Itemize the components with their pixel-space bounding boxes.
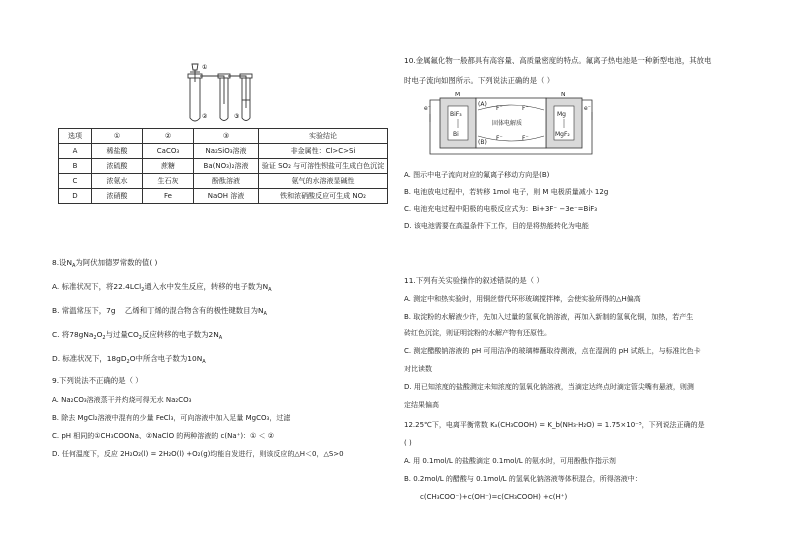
fluoride-label-3: F⁻	[496, 135, 503, 142]
table-cell: 非金属性：Cl>C>Si	[259, 144, 388, 159]
q11-option-d-line1: D. 用已知浓度的盐酸测定未知浓度的氢氧化钠溶液，当滴定达终点时滴定管尖嘴有悬液，则测	[404, 383, 694, 391]
q8-b-mid: 乙烯和丁烯的混合物含有的极性键数目为	[124, 306, 258, 315]
q10-option-c: C. 电池充电过程中阳极的电极反应式为：Bi+3F⁻ −3e⁻=BiF₃	[404, 205, 598, 213]
q8-stem-sub: A	[71, 263, 76, 269]
label-1: ①	[202, 64, 208, 71]
electron-right-label: e⁻	[584, 105, 591, 112]
q8-a-ans-sub: A	[268, 287, 272, 293]
fluoride-label-4: F⁻	[522, 135, 529, 142]
table-row	[59, 189, 388, 204]
q8-d-pre: D. 标准状况下，	[52, 354, 107, 363]
mgf2-label: MgF₂	[555, 131, 570, 138]
table-header: ③	[194, 129, 259, 144]
table-header: ②	[143, 129, 194, 144]
table-row	[59, 144, 388, 159]
q8-c-pre: C. 将	[52, 330, 70, 339]
q8-d-qty-o: O	[129, 354, 136, 363]
table-cell: 验证 SO₂ 与可溶性钡盐可生成白色沉淀	[259, 159, 388, 174]
q8-b-ans: N	[257, 306, 264, 315]
q8-d-ans-sub: A	[202, 359, 206, 365]
q12-option-a: A. 用 0.1mol/L 的盐酸滴定 0.1mol/L 的氨水时，可用酚酞作指示剂	[404, 457, 616, 465]
table-header: 选项	[59, 129, 92, 144]
q8-d-mid: 中所含电子数为	[135, 354, 188, 363]
table-cell: 酚酞溶液	[194, 174, 259, 189]
q12-stem-line1: 12.25℃下，电离平衡常数 Kₐ(CH₃COOH) = K_b(NH₃·H₂O) = 1.75×10⁻⁵，下列说法正确的是	[404, 421, 705, 429]
q8-c-co2: CO	[127, 330, 139, 339]
path-b-label: (B)	[478, 139, 487, 146]
table-cell: 氨气的水溶液显碱性	[259, 174, 388, 189]
q12-stem-line2: ( )	[404, 439, 412, 447]
q12-option-b-equation: c(CH₃COO⁻)+c(OH⁻)=c(CH₃COOH) +c(H⁺)	[420, 493, 568, 501]
q8-c-qty-sub1: 2	[93, 335, 97, 341]
table-header-row	[59, 129, 388, 144]
q10-stem-line2: 时电子流向如图所示。下列说法正确的是（ ）	[404, 76, 555, 85]
experiment-table	[58, 128, 388, 204]
q8-a-mid: 通入水中发生反应，转移的电子数为	[144, 282, 263, 291]
table-header: 实验结论	[259, 129, 388, 144]
q8-a-ans: N	[262, 282, 269, 291]
q10-option-d: D. 该电池需要在高温条件下工作，目的是将热能转化为电能	[404, 222, 589, 230]
table-cell: Fe	[143, 189, 194, 204]
q9-stem: 9.下列说法不正确的是（ ）	[52, 376, 143, 385]
table-cell: A	[59, 144, 92, 159]
q8-a-qty-sub: 2	[141, 287, 145, 293]
q8-c-qty: 78gNa	[69, 330, 94, 339]
electron-left-label: e⁻	[424, 105, 431, 112]
q8-b-pre: B. 常温常压下，7g	[52, 306, 116, 315]
table-cell: 铁和浓硝酸反应可生成 NO₂	[259, 189, 388, 204]
q8-c-co2-sub: 2	[138, 335, 142, 341]
electrode-m-label: M	[455, 92, 461, 98]
q8-stem	[52, 258, 157, 271]
table-row	[59, 174, 388, 189]
table-cell: 蔗糖	[143, 159, 194, 174]
q8-a-qty: 22.4LCl	[113, 282, 142, 291]
table-cell: CaCO₃	[143, 144, 194, 159]
q10-option-b: B. 电池放电过程中，若转移 1mol 电子，则 M 电极质量减小 12g	[404, 188, 609, 196]
apparatus-diagram	[178, 60, 298, 126]
q8-option-b	[52, 306, 267, 319]
q8-c-qty-o: O	[96, 330, 103, 339]
q11-option-d-line2: 定结果偏高	[404, 401, 439, 409]
table-cell: 浓硫酸	[92, 159, 143, 174]
q12-option-b: B. 0.2mol/L 的醋酸与 0.1mol/L 的氢氧化钠溶液等体积混合，所得溶液中：	[404, 475, 642, 483]
table-cell: Ba(NO₃)₂溶液	[194, 159, 259, 174]
q8-d-qty: 18gD	[106, 354, 127, 363]
q9-option-c: C. pH 相同的①CH₃COONa、②NaClO 的两种溶液的 c(Na⁺)：① ＜ ②	[52, 432, 275, 440]
q11-option-c-line2: 对比读数	[404, 365, 432, 373]
q10-stem-line1: 10.金属氟化物一般都具有高容量、高质量密度的特点。氟离子热电池是一种新型电池，其放电	[404, 56, 712, 65]
q8-b-ans-sub: A	[263, 311, 267, 317]
q8-stem-rest: 为阿伏加德罗常数的值( )	[75, 258, 158, 267]
q8-c-mid: 与过量	[105, 330, 128, 339]
q8-d-ans: 10N	[187, 354, 203, 363]
q10-option-a: A. 图示中电子流向对应的氟离子移动方向是(B)	[404, 171, 550, 179]
q8-d-qty-sub: 2	[126, 359, 130, 365]
q8-option-c	[52, 330, 222, 343]
table-row	[59, 159, 388, 174]
table-cell: 浓硝酸	[92, 189, 143, 204]
table-header: ①	[92, 129, 143, 144]
table-cell: Na₂SiO₃溶液	[194, 144, 259, 159]
table-cell: 浓氨水	[92, 174, 143, 189]
bif3-label: BiF₃	[450, 111, 462, 118]
q8-c-ans-sub: A	[218, 335, 223, 341]
q11-option-b-line2: 砖红色沉淀，则证明淀粉的水解产物有还原性。	[404, 329, 551, 337]
fluoride-label-1: F⁻	[496, 105, 503, 112]
table-cell: NaOH 溶液	[194, 189, 259, 204]
q8-c-ans: 2N	[208, 330, 219, 339]
table-cell: B	[59, 159, 92, 174]
table-cell: 生石灰	[143, 174, 194, 189]
electrolyte-label: 固体电解质	[492, 120, 523, 127]
q9-option-b: B. 除去 MgCl₂溶液中混有的少量 FeCl₃，可向溶液中加入足量 MgCO₃，过滤	[52, 414, 291, 422]
q11-option-c-line1: C. 测定醋酸钠溶液的 pH 可用洁净的玻璃棒蘸取待测液，点在湿润的 pH 试纸上，与标准比色卡	[404, 347, 701, 355]
q8-option-a	[52, 282, 272, 295]
mg-label: Mg	[557, 111, 566, 118]
table-cell: C	[59, 174, 92, 189]
q11-option-a: A. 测定中和热实验时，用铜丝替代环形玻璃搅拌棒，会使实验所得的△H偏高	[404, 295, 641, 303]
electrode-n-label: N	[561, 92, 566, 98]
path-a-label: (A)	[478, 101, 487, 108]
q8-option-d	[52, 354, 206, 367]
q8-c-qty-sub2: 2	[102, 335, 106, 341]
battery-diagram	[422, 92, 602, 162]
label-2: ②	[202, 113, 208, 120]
q11-option-b-line1: B. 取淀粉的水解液少许，先加入过量的氢氧化钠溶液，再加入新制的氢氧化铜，加热，若产生	[404, 313, 694, 321]
q9-option-a: A. Na₂CO₃溶液蒸干并灼烧可得无水 Na₂CO₃	[52, 396, 192, 404]
q8-c-rest: 反应转移的电子数为	[141, 330, 209, 339]
q8-stem-text: 8.设N	[52, 258, 72, 267]
q8-a-pre: A. 标准状况下，将	[52, 282, 114, 291]
q11-stem: 11.下列有关实验操作的叙述错误的是（ ）	[404, 276, 544, 285]
bi-label: Bi	[453, 131, 459, 138]
q9-option-d: D. 任何温度下，反应 2H₂O₂(l) = 2H₂O(l) +O₂(g)均能自发进行，则该反应的△H＜0，△S>0	[52, 450, 344, 458]
table-cell: 稀盐酸	[92, 144, 143, 159]
fluoride-label-2: F⁻	[522, 105, 529, 112]
label-3: ③	[234, 113, 240, 120]
table-cell: D	[59, 189, 92, 204]
